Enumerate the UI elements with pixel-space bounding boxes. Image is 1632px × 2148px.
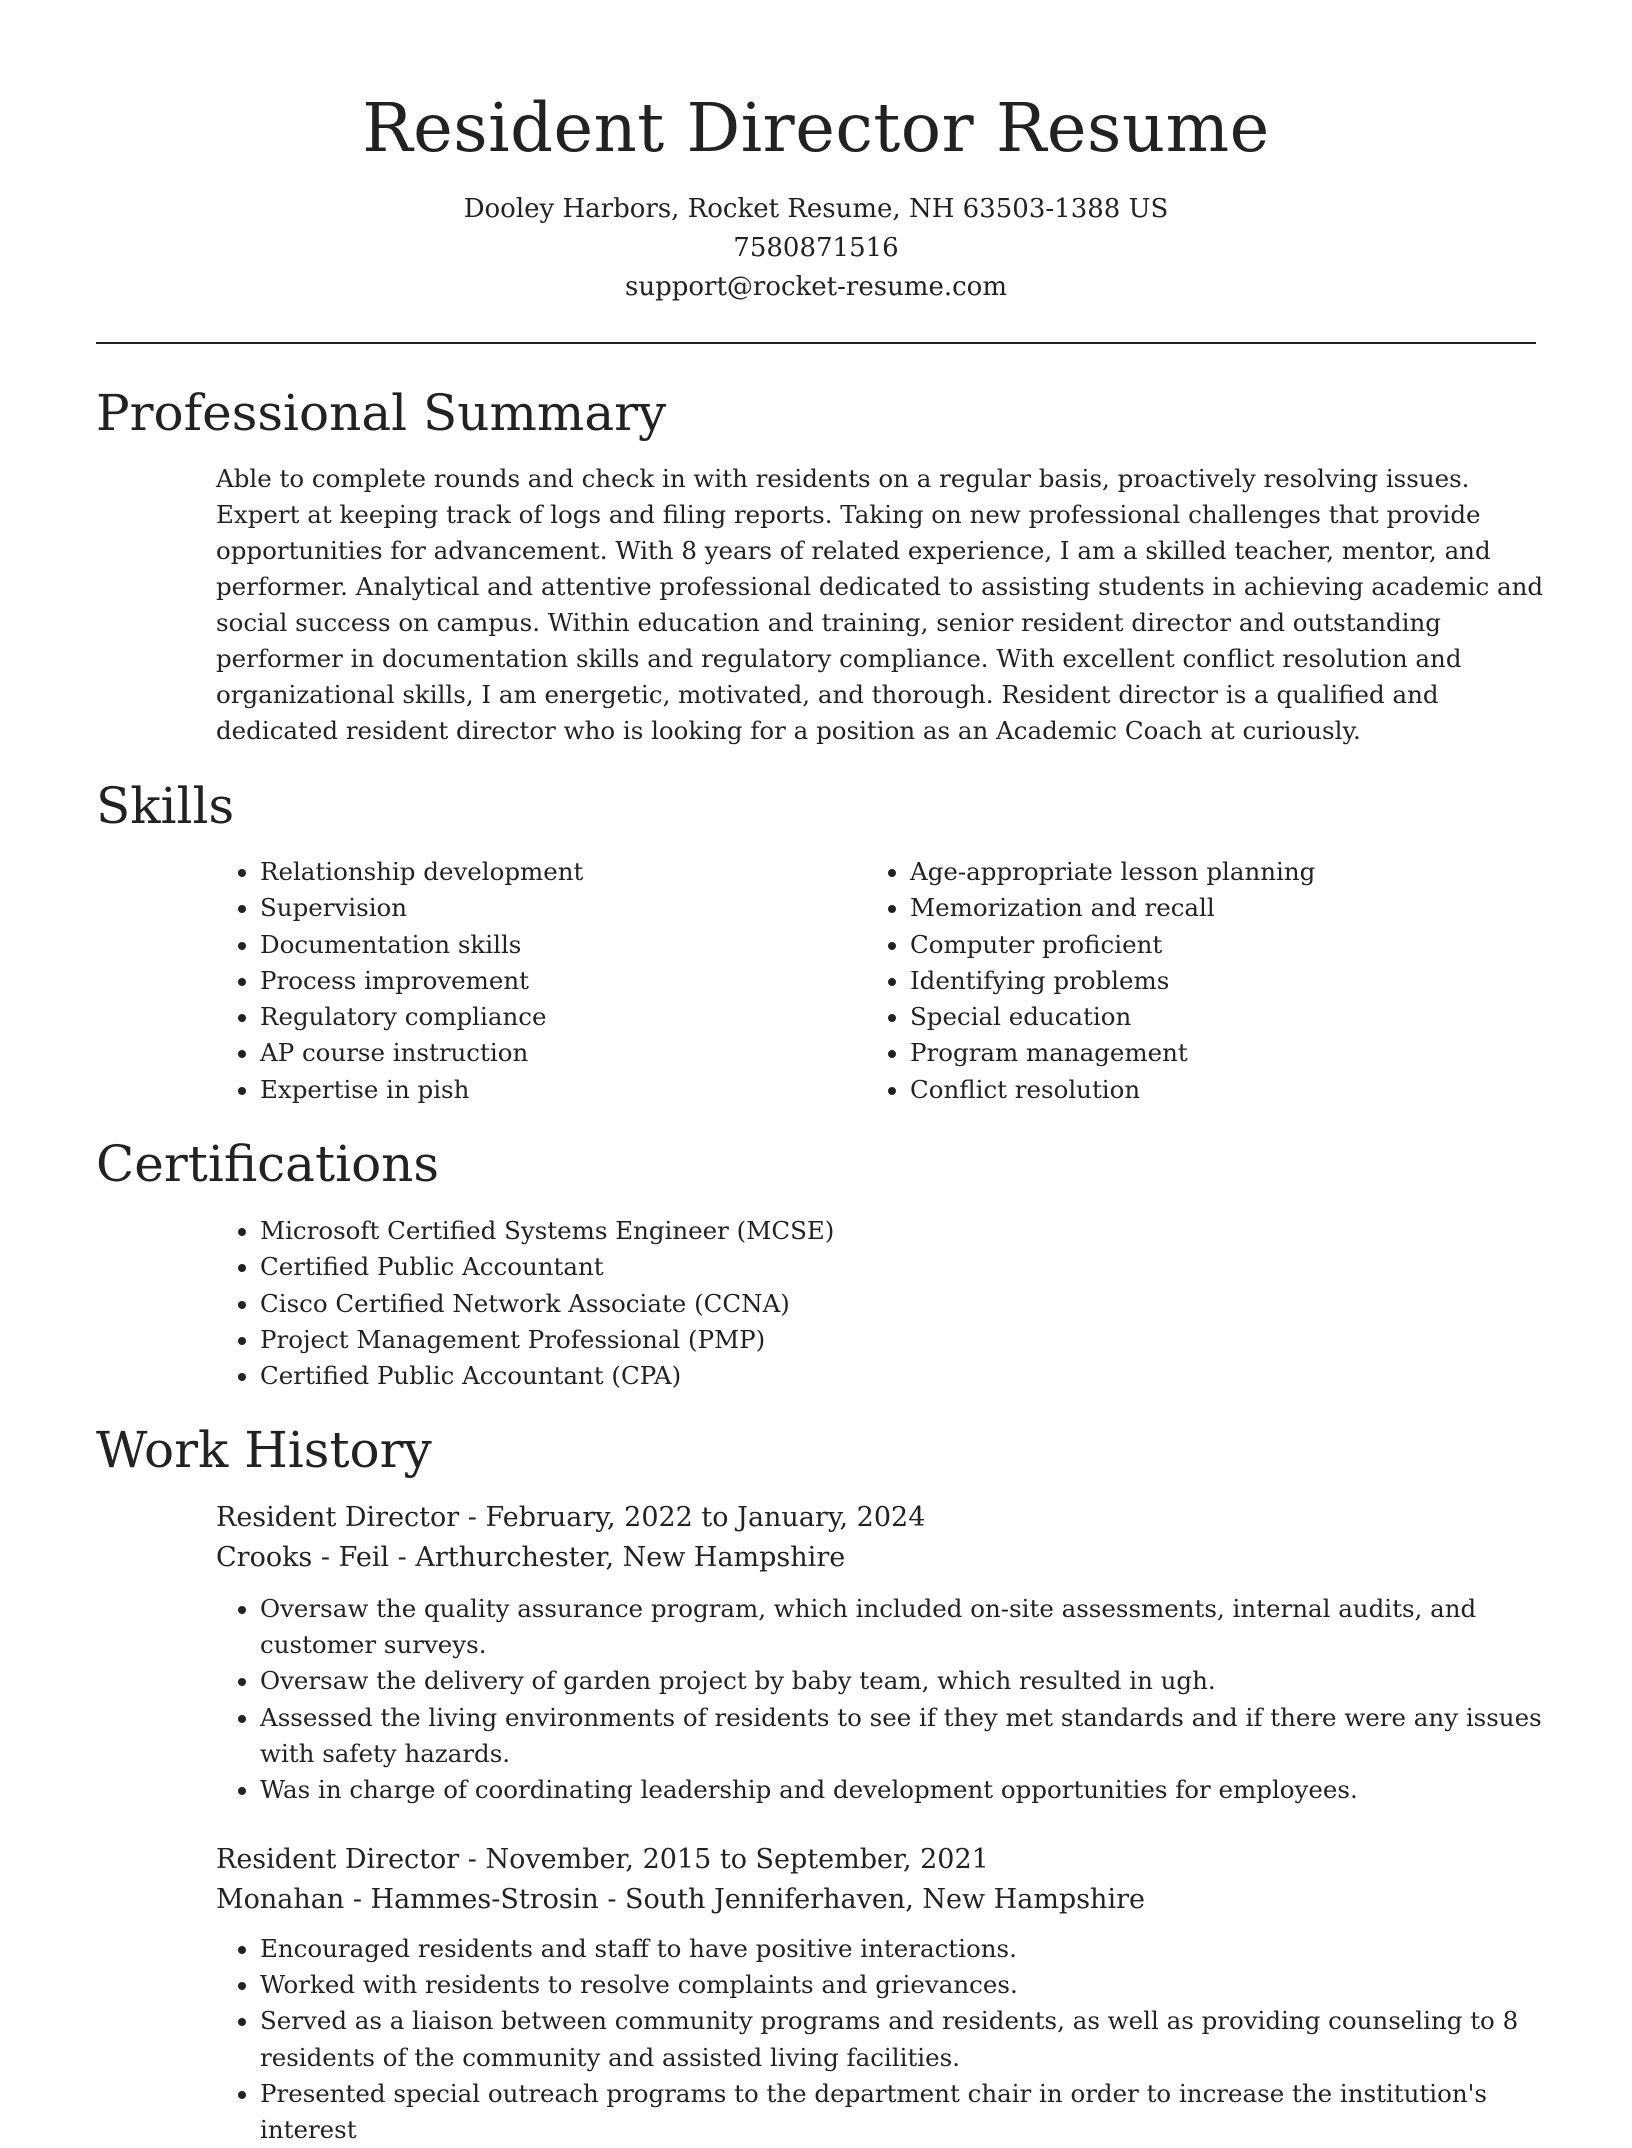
contact-phone: 7580871516 [733,233,899,263]
certifications-list [216,1213,1116,1394]
job-bullets [216,1591,1546,1808]
contact-info [0,190,1632,307]
skill-item: • Regulatory compliance [260,999,836,1035]
skill-item: • Memorization and recall [910,890,1486,926]
job-bullet: • Oversaw the delivery of garden project by baby team, which resulted in ugh. [260,1663,1546,1699]
job-bullet: • Worked with residents to resolve complaints and grievances. [260,1967,1546,2003]
job-bullet: • Oversaw the quality assurance program, which included on-site assessments, internal audits, and customer surveys. [260,1591,1546,1663]
certifications-heading: Certifications [96,1135,440,1193]
skill-item: • Process improvement [260,963,836,999]
skill-item: • Documentation skills [260,927,836,963]
certification-item: • Cisco Certified Network Associate (CCNA) [260,1286,1116,1322]
summary-heading: Professional Summary [96,384,667,442]
job-bullet: • Was in charge of coordinating leadership and development opportunities for employees. [260,1772,1546,1808]
job-location: Arthurchester, New Hampshire [415,1542,846,1573]
skill-item: • Relationship development [260,854,836,890]
certification-item: • Certified Public Accountant [260,1249,1116,1285]
job-entry [216,1498,1546,1805]
job-bullet: • Encouraged residents and staff to have positive interactions. [260,1931,1546,1967]
job-bullet: • Assessed the living environments of residents to see if they met standards and if there were any issues with safety hazards. [260,1700,1546,1772]
skill-item: • Identifying problems [910,963,1486,999]
skills-heading: Skills [96,777,235,835]
job-company: Crooks - Feil [216,1542,390,1573]
work-history-heading: Work History [96,1421,432,1479]
skill-item: • Conflict resolution [910,1072,1486,1108]
job-company: Monahan - Hammes-Strosin [216,1884,599,1915]
job-title: Resident Director [216,1844,460,1875]
job-bullet: • Served as a liaison between community programs and residents, as well as providing counseling to 8 residents of the community and assisted living facilities. [260,2003,1546,2075]
skill-item: • Program management [910,1035,1486,1071]
certification-item: • Microsoft Certified Systems Engineer (MCSE) [260,1213,1116,1249]
certification-item: • Project Management Professional (PMP) [260,1322,1116,1358]
job-dates: November, 2015 to September, 2021 [485,1844,989,1875]
job-dates: February, 2022 to January, 2024 [485,1502,926,1533]
skills-list-left [216,854,836,1108]
job-bullets [216,1931,1546,2148]
skill-item: • AP course instruction [260,1035,836,1071]
job-company-line: Monahan - Hammes-Strosin - South Jenniferhaven, New Hampshire [216,1884,1145,1915]
skill-item: • Computer proficient [910,927,1486,963]
summary-text: Able to complete rounds and check in with residents on a regular basis, proactively resolving issues. Expert at keeping track of logs and filing reports. Taking on new professional challenges that provide opportunities for advancement. With 8 years of related experience, I am a skilled teacher, mentor, and performer. Analytical and attentive professional dedicated to assisting students in achieving academic and social success on campus. Within education and training, senior resident director and outstanding performer in documentation skills and regulatory compliance. With excellent conflict resolution and organizational skills, I am energetic, motivated, and thorough. Resident director is a qualified and dedicated resident director who is looking for a position as an Academic Coach at curiously. [216,464,1544,745]
job-title-line: Resident Director - November, 2015 to September, 2021 [216,1844,989,1875]
job-title: Resident Director [216,1502,460,1533]
skill-item: • Special education [910,999,1486,1035]
job-company-line: Crooks - Feil - Arthurchester, New Hampshire [216,1542,846,1573]
contact-address: Dooley Harbors, Rocket Resume, NH 63503-1388 US [463,194,1169,224]
job-location: South Jenniferhaven, New Hampshire [625,1884,1145,1915]
resume-title: Resident Director Resume [362,89,1270,167]
job-bullet: • Presented special outreach programs to the department chair in order to increase the institution's interest [260,2076,1546,2148]
header-divider [96,342,1536,344]
resume-header [0,82,1632,307]
skill-item: • Expertise in pish [260,1072,836,1108]
job-entry [216,1840,1546,2145]
certification-item: • Certified Public Accountant (CPA) [260,1358,1116,1394]
skills-list-right [866,854,1486,1108]
job-title-line: Resident Director - February, 2022 to January, 2024 [216,1502,926,1533]
skill-item: • Supervision [260,890,836,926]
contact-email: support@rocket-resume.com [624,272,1007,302]
skill-item: • Age-appropriate lesson planning [910,854,1486,890]
